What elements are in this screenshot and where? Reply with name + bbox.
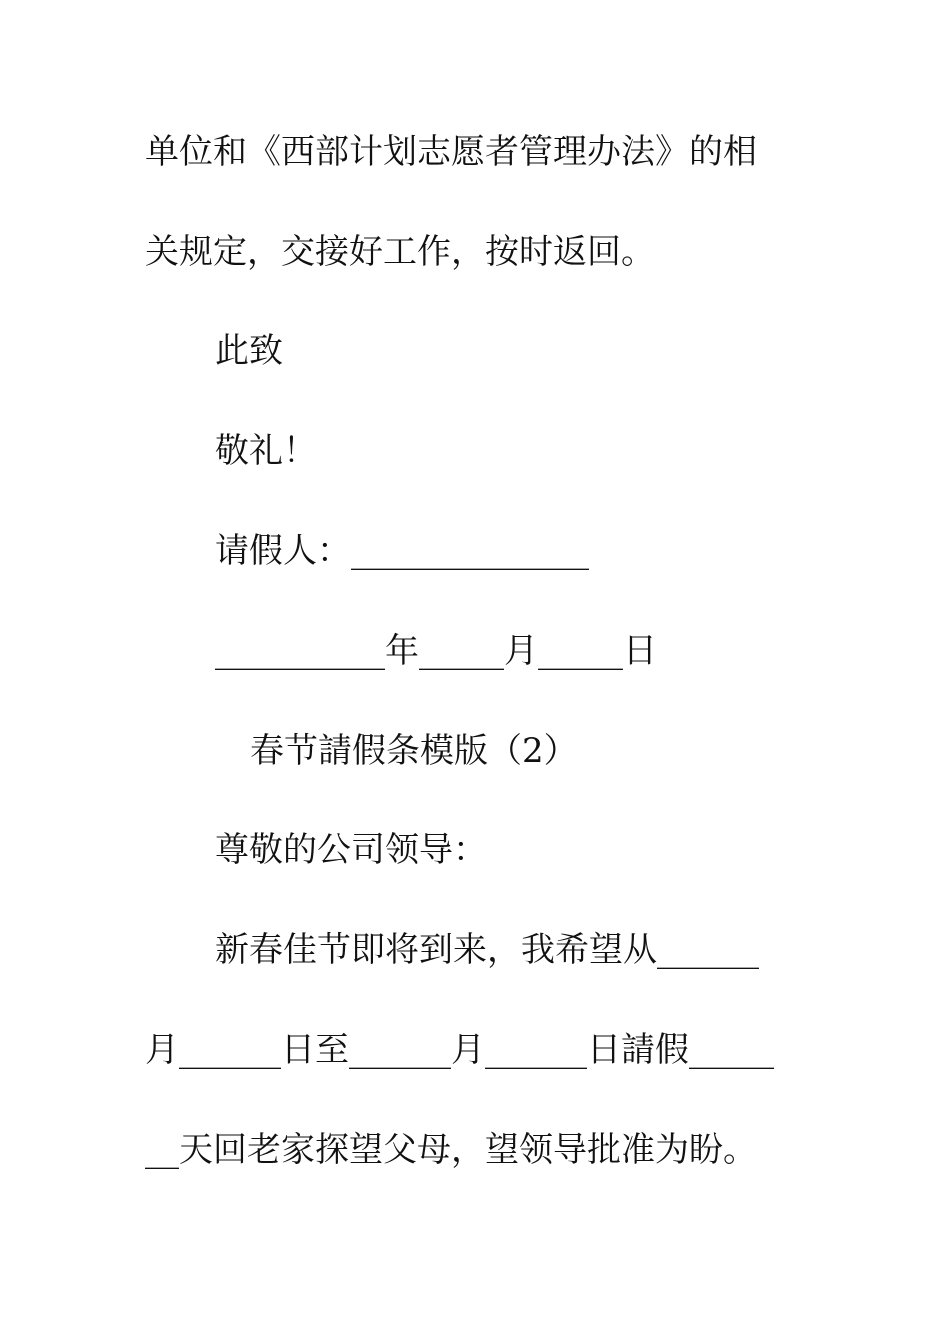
body-text-line-2: 关规定，交接好工作，按时返回。 (145, 232, 655, 272)
letter-body-line-2: 月______日至______月______日請假_____ (145, 1030, 774, 1070)
letter-greeting: 尊敬的公司领导： (215, 830, 487, 870)
section-heading: 春节請假条模版（2） (250, 731, 578, 771)
body-text-line-1: 单位和《西部计划志愿者管理办法》的相 (145, 132, 757, 172)
closing-salutation: 此致 (215, 331, 283, 371)
closing-regards: 敬礼！ (215, 431, 317, 471)
letter-body-line-3: __天回老家探望父母，望领导批准为盼。 (145, 1130, 757, 1170)
date-line: __________年_____月_____日 (215, 631, 657, 671)
applicant-signature-line: 请假人：______________ (215, 531, 589, 571)
letter-body-line-1: 新春佳节即将到来，我希望从______ (215, 930, 759, 970)
